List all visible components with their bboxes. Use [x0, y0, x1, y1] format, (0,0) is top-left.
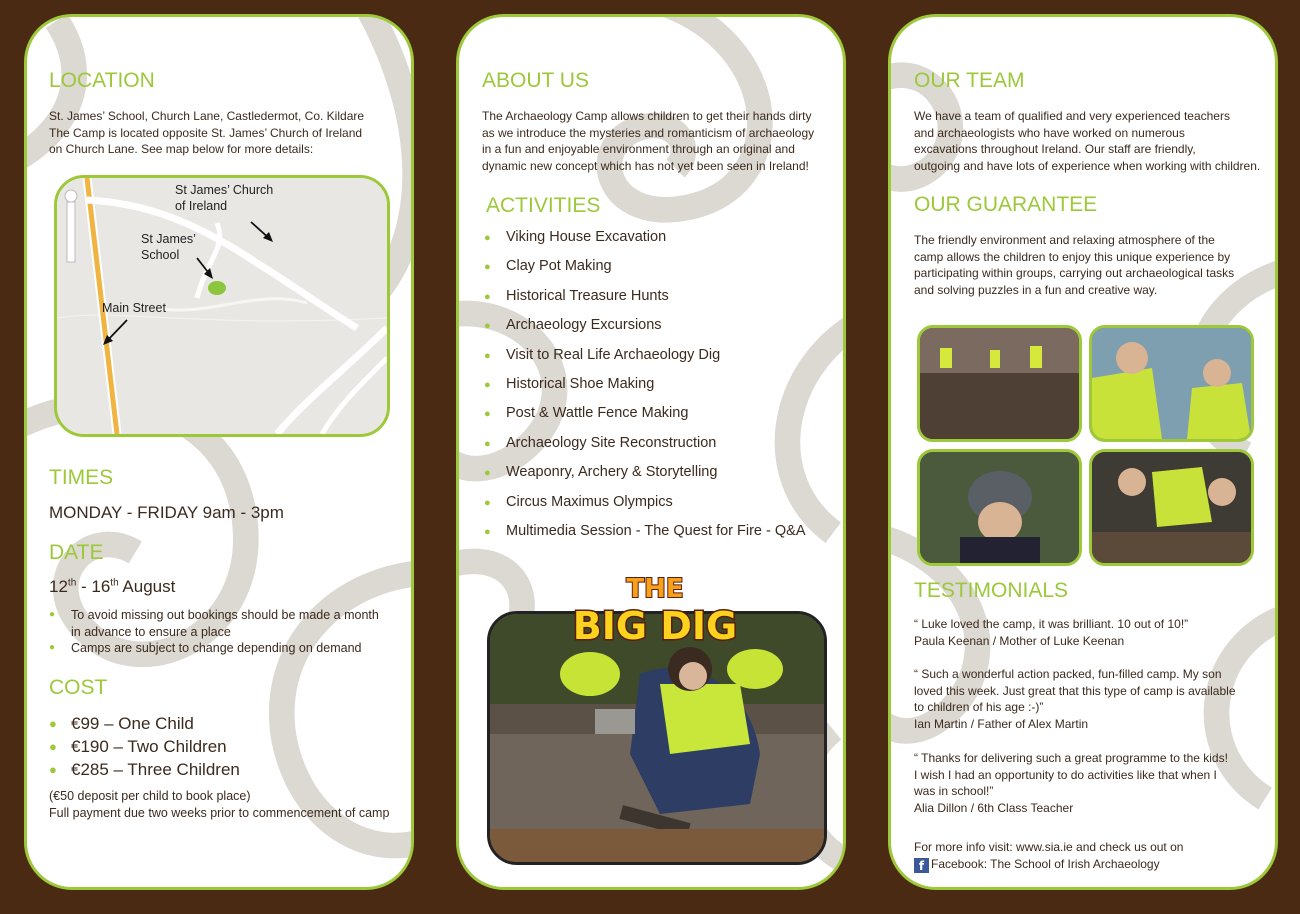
testimonial-line: was in school!” [914, 784, 994, 798]
testimonial-3 [914, 750, 1228, 816]
map-label-line: St James’ [141, 232, 196, 246]
note-text: To avoid missing out bookings should be made a month [71, 608, 379, 622]
map-label-line: School [141, 248, 180, 262]
list-item [49, 607, 379, 640]
testimonial-1 [914, 616, 1188, 649]
bullet-icon: ● [484, 496, 491, 509]
team-line: excavations throughout Ireland. Our staff are friendly, [914, 142, 1196, 156]
activity-text: Post & Wattle Fence Making [506, 405, 689, 422]
dig-photo-image [490, 614, 824, 862]
testimonial-line: loved this week. Just great that this type of camp is available [914, 683, 1236, 698]
list-item [484, 257, 806, 286]
bullet-icon: ● [49, 762, 57, 777]
bullet-icon: ● [484, 320, 491, 333]
big-dig-logo [561, 569, 749, 649]
location-text [49, 108, 364, 158]
activities-list [484, 228, 806, 551]
bullet-icon: ● [484, 408, 491, 421]
testimonial-2 [914, 666, 1236, 732]
about-line: The Archaeology Camp allows children to get their hands dirty [482, 109, 812, 123]
activity-text: Visit to Real Life Archaeology Dig [506, 346, 721, 363]
team-text [914, 108, 1260, 174]
list-item [49, 712, 240, 735]
about-heading: ABOUT US [482, 69, 589, 92]
logo-line-1: THE [626, 574, 684, 604]
date-end: 16 [91, 577, 111, 596]
middle-panel [456, 14, 846, 890]
activity-text: Viking House Excavation [506, 229, 667, 245]
map-label-line: St James’ Church [175, 183, 274, 197]
activity-text: Historical Treasure Hunts [506, 287, 669, 304]
map-label-school [141, 231, 196, 263]
contact-info [914, 839, 1183, 873]
list-item [484, 375, 806, 404]
photo-viking-helmet [917, 449, 1082, 566]
location-line: The Camp is located opposite St. James’ Church of Ireland [49, 125, 363, 140]
activity-text: Clay Pot Making [506, 258, 612, 275]
date-end-suffix: th [110, 577, 119, 589]
cost-notes [49, 788, 389, 821]
testimonial-line: I wish I had an opportunity to do activities like that when I [914, 767, 1217, 782]
list-item [484, 434, 806, 463]
list-item [484, 228, 806, 257]
cost-list [49, 712, 240, 781]
times-heading: TIMES [49, 466, 114, 489]
list-item [484, 404, 806, 433]
date-separator: - [76, 577, 92, 596]
activity-text: Multimedia Session - The Quest for Fire - Q&A [506, 522, 806, 539]
guarantee-line: and solving puzzles in a fun and creative way. [914, 282, 1158, 297]
note-text: in advance to ensure a place [71, 624, 231, 639]
testimonial-line: “ Such a wonderful action packed, fun-filled camp. My son [914, 667, 1222, 681]
photo-image [1092, 452, 1251, 563]
facebook-icon: f [914, 858, 929, 873]
note-text: Camps are subject to change depending on demand [71, 641, 362, 655]
list-item [49, 758, 240, 781]
activities-heading: ACTIVITIES [486, 194, 601, 217]
left-panel [24, 14, 414, 890]
guarantee-text [914, 232, 1234, 298]
guarantee-line: participating within groups, carrying out archaeological tasks [914, 266, 1235, 280]
date-heading: DATE [49, 541, 104, 564]
payment-text: Full payment due two weeks prior to commencement of camp [49, 805, 390, 820]
guarantee-line: camp allows the children to enjoy this unique experience by [914, 249, 1231, 264]
testimonials-heading: TESTIMONIALS [914, 579, 1069, 602]
testimonial-line: “ Thanks for delivering such a great programme to the kids! [914, 751, 1228, 765]
activity-text: Historical Shoe Making [506, 375, 655, 392]
logo-line-2: BIG DIG [572, 604, 738, 648]
facebook-text: Facebook: The School of Irish Archaeology [931, 856, 1160, 871]
photo-image [1092, 328, 1251, 439]
about-line: as we introduce the mysteries and romanticism of archaeology [482, 125, 815, 140]
activity-text: Circus Maximus Olympics [506, 493, 673, 510]
bullet-icon: ● [484, 261, 491, 274]
cost-heading: COST [49, 676, 108, 699]
bullet-icon: ● [49, 716, 57, 731]
cost-item: €99 – One Child [71, 714, 194, 733]
testimonial-line: “ Luke loved the camp, it was brilliant. 10 out of 10!” [914, 617, 1189, 631]
list-item [484, 316, 806, 345]
activity-text: Archaeology Excursions [506, 317, 662, 334]
location-line: St. James’ School, Church Lane, Castledermot, Co. Kildare [49, 109, 365, 123]
deposit-text: (€50 deposit per child to book place) [49, 789, 251, 803]
testimonial-author: Paula Keenan / Mother of Luke Keenan [914, 633, 1125, 648]
team-line: and archaeologists who have worked on numerous [914, 125, 1185, 140]
date-month: August [118, 577, 176, 596]
guarantee-heading: OUR GUARANTEE [914, 193, 1098, 216]
about-line: dynamic new concept which has not yet been seen in Ireland! [482, 158, 809, 173]
photo-digging [1089, 449, 1254, 566]
bullet-icon: ● [484, 467, 491, 480]
location-heading: LOCATION [49, 69, 155, 92]
bullet-icon: ● [49, 642, 56, 653]
date-start-suffix: th [67, 577, 77, 589]
right-panel [888, 14, 1278, 890]
photo-image [920, 452, 1079, 563]
list-item [484, 287, 806, 316]
list-item [49, 735, 240, 758]
guarantee-line: The friendly environment and relaxing atmosphere of the [914, 233, 1215, 247]
map-label-line: of Ireland [175, 199, 228, 213]
list-item [484, 522, 806, 551]
date-value [49, 577, 175, 597]
team-line: We have a team of qualified and very experienced teachers [914, 109, 1230, 123]
activity-text: Archaeology Site Reconstruction [506, 434, 717, 451]
photo-children-vests [1089, 325, 1254, 442]
photo-excavation-site [917, 325, 1082, 442]
team-heading: OUR TEAM [914, 69, 1025, 92]
bullet-icon: ● [484, 378, 491, 391]
testimonial-author: Alia Dillon / 6th Class Teacher [914, 800, 1074, 815]
date-start: 12 [49, 577, 68, 596]
bullet-icon: ● [484, 349, 491, 362]
facebook-link[interactable] [914, 856, 1183, 873]
bullet-icon: ● [484, 525, 491, 538]
testimonial-line: to children of his age :-)” [914, 700, 1044, 714]
activity-text: Weaponry, Archery & Storytelling [506, 464, 718, 481]
bullet-icon: ● [484, 232, 491, 244]
times-value: MONDAY - FRIDAY 9am - 3pm [49, 503, 284, 522]
more-info-text: For more info visit: www.sia.ie and check us out on [914, 840, 1184, 854]
bullet-icon: ● [484, 290, 491, 303]
cost-item: €285 – Three Children [71, 760, 240, 779]
testimonial-author: Ian Martin / Father of Alex Martin [914, 716, 1089, 731]
location-line: on Church Lane. See map below for more details: [49, 142, 314, 156]
list-item [49, 640, 379, 657]
map-label-street: Main Street [102, 301, 166, 315]
list-item [484, 346, 806, 375]
bullet-icon: ● [49, 609, 56, 620]
map-label-church [175, 182, 273, 214]
bullet-icon: ● [484, 437, 491, 450]
list-item [484, 463, 806, 492]
date-notes [49, 607, 379, 657]
dig-photo [487, 611, 827, 865]
about-line: in a fun and enjoyable environment through an original and [482, 142, 795, 156]
cost-item: €190 – Two Children [71, 737, 227, 756]
location-map [54, 175, 390, 437]
photo-image [920, 328, 1079, 439]
list-item [484, 493, 806, 522]
bullet-icon: ● [49, 739, 57, 754]
about-text [482, 108, 814, 174]
team-line: outgoing and have lots of experience when working with children. [914, 158, 1261, 173]
